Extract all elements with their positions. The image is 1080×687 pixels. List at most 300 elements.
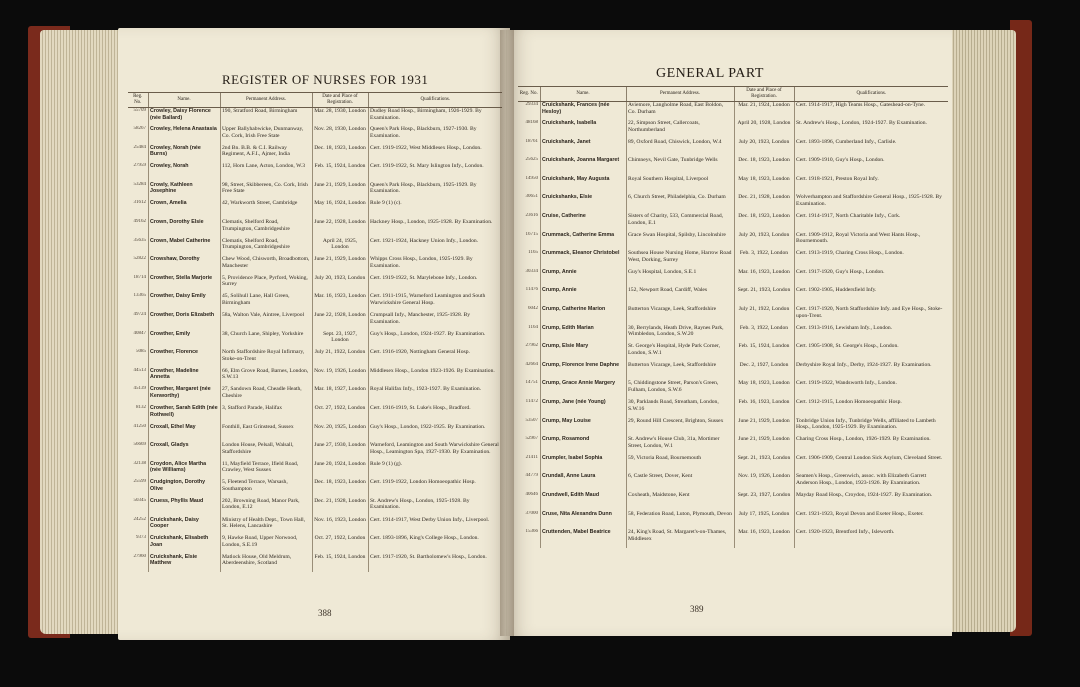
cell-reg-no: 23616 [525,213,538,219]
left-running-head: REGISTER OF NURSES FOR 1931 [222,72,429,87]
cell-registration-date: Feb. 15, 1924, London [312,163,368,182]
cell-nurse-name: Crowther, Madeline Annetta [148,368,220,387]
cell-nurse-name: Crump, Annie [540,287,626,306]
right-header-row [518,87,948,102]
cell-address: Sisters of Charity, 533, Commercial Road, London, E.1 [626,213,734,232]
right-table-body [518,102,948,548]
cell-nurse-name: Croxall, Ethel May [148,424,220,443]
cell-registration-date: June 27, 1930, London [312,442,368,461]
cell-registration-date: Sept. 21, 1923, London [734,287,794,306]
cell-qualifications: Cert. 1920-1923, Brentford Infy., Isleworth. [794,529,948,548]
table-row [518,492,948,511]
table-row [518,269,948,288]
cell-registration-date: May 16, 1924, London [312,200,368,219]
table-row [128,424,502,443]
cell-registration-date: Nov. 19, 1926, London [734,473,794,492]
cell-qualifications: Cert. 1912-1915, London Homoeopathic Hosp. [794,399,948,418]
cell-nurse-name: Crowther, Margaret (née Kenworthy) [148,386,220,405]
cell-registration-date: April 24, 1925, London [312,238,368,257]
cell-nurse-name: Crown, Mabel Catherine [148,238,220,257]
cell-nurse-name: Crump, May Louise [540,418,626,437]
cell-registration-date: Nov. 19, 1926, London [312,368,368,387]
cell-address: 2nd Bn. B.B. & C.I. Railway Regiment, A.F.I., Ajmer, India [220,145,312,164]
table-row [518,473,948,492]
cell-nurse-name: Cruickshank, Frances (née Hesloy) [540,102,626,121]
cell-qualifications: Guy's Hosp., London, 1924-1927. By Examination. [368,331,502,350]
table-row [128,219,502,238]
table-row [518,194,948,213]
table-row [128,386,502,405]
cell-nurse-name: Cruickshank, Janet [540,139,626,158]
right-page-number: 389 [690,604,704,614]
table-row [128,405,502,424]
cell-registration-date: Dec. 21, 1928, London [312,498,368,517]
cell-nurse-name: Cruickshank, Elisabeth Joan [148,535,220,554]
cell-registration-date: Mar. 16, 1923, London [734,269,794,288]
cell-nurse-name: Crowther, Daisy Emily [148,293,220,312]
cell-reg-no: 42664 [525,361,538,367]
table-row [518,232,948,251]
cell-reg-no: 24252 [133,516,146,522]
table-row [128,126,502,145]
cell-address: 152, Newport Road, Cardiff, Wales [626,287,734,306]
cell-nurse-name: Crowther, Stella Marjorie [148,275,220,294]
left-page-number: 388 [318,608,332,618]
cell-reg-no: 21411 [525,454,538,460]
cell-address: 30, Parklands Road, Streatham, London, S.W.16 [626,399,734,418]
table-row [518,176,948,195]
cell-address: 112, Horn Lane, Acton, London, W.3 [220,163,312,182]
cell-qualifications: Cert. 1905-1908, St. George's Hosp., London. [794,343,948,362]
cell-reg-no: 31612 [133,200,146,206]
cell-qualifications: Cert. 1919-1922, West Middlesex Hosp., London. [368,145,502,164]
cell-address: 6, Castle Street, Dover, Kent [626,473,734,492]
cell-registration-date: Nov. 28, 1930, London [312,126,368,145]
cell-registration-date: Dec. 18, 1923, London [312,479,368,498]
cell-reg-no: 53284 [133,181,146,187]
cell-nurse-name: Crowther, Emily [148,331,220,350]
cell-nurse-name: Cruttenden, Mabel Beatrice [540,529,626,548]
cell-nurse-name: Crowley, Norah (née Burns) [148,145,220,164]
cell-reg-no: 52822 [133,256,146,262]
cell-registration-date: Mar. 21, 1924, London [734,102,794,121]
table-row [518,139,948,158]
cell-address: 45, Solihull Lane, Hall Green, Birmingham [220,293,312,312]
cell-nurse-name: Crummack, Eleanor Christobel [540,250,626,269]
cell-nurse-name: Crump, Grace Annie Margery [540,380,626,399]
cell-qualifications: Cert. 1919-1922, St. Marylebone Infy., London. [368,275,502,294]
cell-reg-no: 35635 [133,237,146,243]
table-row [518,436,948,455]
cell-address: Chew Wood, Chisworth, Broadbottom, Manchester [220,256,312,275]
cell-registration-date: Mar. 16, 1923, London [312,293,368,312]
cell-reg-no: 9373 [136,535,146,541]
left-page [118,28,510,640]
table-row [128,368,502,387]
table-row [518,157,948,176]
cell-reg-no: 6042 [528,306,538,312]
cell-qualifications: Cert. 1913-1919, Charing Cross Hosp., London. [794,250,948,269]
cell-registration-date: Sept. 23, 1927, London [312,331,368,350]
left-register-table [128,92,502,572]
cell-qualifications: Cert. 1906-1909, Central London Sick Asylum, Cleveland Street. [794,455,948,474]
cell-nurse-name: Cruess, Phyllis Maud [148,498,220,517]
cell-registration-date: July 20, 1923, London [734,232,794,251]
cell-registration-date: June 21, 1929, London [734,436,794,455]
cell-registration-date: Dec. 2, 1927, London [734,362,794,381]
cell-qualifications: Cert. 1909-1912, Royal Victoria and West Hants Hosp., Bournemouth. [794,232,948,251]
cell-reg-no: 45139 [133,386,146,392]
cell-nurse-name: Crowther, Doris Elizabeth [148,312,220,331]
cell-address: 89, Oxford Road, Chiswick, London, W.4 [626,139,734,158]
cell-address: Guy's Hospital, London, S.E.1 [626,269,734,288]
cell-qualifications: Queen's Park Hosp., Blackburn, 1925-1929. By Examination. [368,182,502,201]
cell-registration-date: Dec. 18, 1923, London [312,145,368,164]
table-row [518,287,948,306]
cell-qualifications: Dudley Road Hosp., Birmingham, 1926-1929. By Examination. [368,108,502,127]
cell-qualifications: Rule 9 (1) (c). [368,200,502,219]
cell-address: 24, King's Road, St. Margaret's-on-Thames, Middlesex [626,529,734,548]
cell-reg-no: 14950 [525,175,538,181]
cell-address: 98, Street, Skibbereen, Co. Cork, Irish Free State [220,182,312,201]
cell-qualifications: Cert. 1921-1924, Hackney Union Infy., London. [368,238,502,257]
cell-nurse-name: Crump, Catherine Marion [540,306,626,325]
cell-qualifications: Queen's Park Hosp., Blackburn, 1927-1930. By Examination. [368,126,502,145]
cell-reg-no: 53507 [525,417,538,423]
cell-registration-date: Feb. 15, 1924, London [734,343,794,362]
column-header-qualifications: Qualifications. [794,87,948,102]
cell-nurse-name: Cruickshank, Isabella [540,120,626,139]
table-row [518,250,948,269]
cell-registration-date: Mar. 18, 1927, London [312,386,368,405]
table-row [128,108,502,127]
cell-registration-date: June 21, 1929, London [312,256,368,275]
cell-reg-no: 14751 [525,380,538,386]
cell-qualifications: Cert. 1917-1920, Guy's Hosp., London. [794,269,948,288]
cell-address: 190, Stratford Road, Birmingham [220,108,312,127]
cell-registration-date: July 20, 1923, London [312,275,368,294]
cell-registration-date: July 17, 1925, London [734,511,794,530]
cell-qualifications: Cert. 1914-1917, West Derby Union Infy., Liverpool. [368,517,502,536]
cell-qualifications: Wolverhampton and Staffordshire General Hosp., 1925-1928. By Examination. [794,194,948,213]
cell-reg-no: 18761 [525,138,538,144]
cell-reg-no: 16715 [525,231,538,237]
cell-qualifications: Whipps Cross Hosp., London, 1925-1929. By Examination. [368,256,502,275]
cell-reg-no: 56669 [133,442,146,448]
cell-reg-no: 44779 [525,473,538,479]
cell-address: 58, Federation Road, Luton, Plymouth, Devon [626,511,734,530]
cell-address: 5, Providence Place, Pyrford, Woking, Surrey [220,275,312,294]
cell-qualifications: Cert. 1911-1915, Warneford Leamington and South Warwickshire General Hosp. [368,293,502,312]
cell-address: Matlock House, Old Meldrum, Aberdeenshire, Scotland [220,554,312,573]
cell-qualifications: Royal Halifax Infy., 1923-1927. By Examination. [368,386,502,405]
cell-reg-no: 50345 [133,497,146,503]
cell-address: 22, Simpson Street, Callercoats, Northumberland [626,120,734,139]
table-row [518,213,948,232]
cell-reg-no: 52967 [525,436,538,442]
table-row [128,331,502,350]
cell-address: 5, Fleetend Terrace, Warsash, Southampton [220,479,312,498]
cell-registration-date: April 20, 1928, London [734,120,794,139]
cell-address: Coxheath, Maidstone, Kent [626,492,734,511]
cell-address: 42, Warkworth Street, Cambridge [220,200,312,219]
cell-qualifications: Rule 9 (1) (g). [368,461,502,480]
cell-nurse-name: Crump, Florence Irene Daphne [540,362,626,381]
table-row [518,362,948,381]
cell-qualifications: Hackney Hosp., London, 1925-1928. By Examination. [368,219,502,238]
table-row [128,275,502,294]
table-row [518,418,948,437]
cell-qualifications: Cert. 1914-1917, North Charitable Infy., Cork. [794,213,948,232]
cell-registration-date: Feb. 3, 1922, London [734,250,794,269]
cell-qualifications: Crumpsall Infy., Manchester, 1925-1928. By Examination. [368,312,502,331]
cell-reg-no: 1164 [528,324,538,330]
cell-address: Clematis, Shelford Road, Trumpington, Cambridgeshire [220,238,312,257]
table-row [128,442,502,461]
cell-qualifications: St. Andrew's Hosp., London, 1925-1928. By Examination. [368,498,502,517]
cell-reg-no: 25484 [133,144,146,150]
cell-nurse-name: Cruickshank, May Augusta [540,176,626,195]
cell-qualifications: Warneford, Leamington and South Warwickshire General Hosp., Leamington Spa, 1927-1930. By Examination. [368,442,502,461]
cell-reg-no: 27960 [133,553,146,559]
table-row [128,535,502,554]
cell-nurse-name: Croydon, Alice Martha (née Williams) [148,461,220,480]
cell-address: Royal Southern Hospital, Liverpool [626,176,734,195]
cell-address: 59, Victoria Road, Bournemouth [626,455,734,474]
cell-nurse-name: Crump, Jane (née Young) [540,399,626,418]
table-row [518,511,948,530]
cell-reg-no: 29334 [525,102,538,107]
cell-nurse-name: Crump, Annie [540,269,626,288]
cell-qualifications: Cert. 1893-1896, Cumberland Infy., Carlisle. [794,139,948,158]
cell-nurse-name: Crump, Edith Marian [540,325,626,344]
cell-reg-no: 8132 [136,405,146,410]
column-header-address: Permanent Address. [626,87,734,102]
cell-address: 58a, Walton Vale, Aintree, Liverpool [220,312,312,331]
cell-registration-date: Feb. 16, 1923, London [734,399,794,418]
cell-nurse-name: Crowly, Kathleen Josephine [148,182,220,201]
table-row [128,200,502,219]
column-header-registration-date: Date and Place of Registration. [312,93,368,108]
cell-registration-date: Nov. 20, 1925, London [312,424,368,443]
cell-nurse-name: Crudgington, Dorothy Olive [148,479,220,498]
cell-address: Clematis, Shelford Road, Trumpington, Cambridgeshire [220,219,312,238]
cell-registration-date: June 21, 1929, London [734,418,794,437]
cell-reg-no: 30334 [525,268,538,274]
table-row [128,163,502,182]
table-row [128,461,502,480]
cell-nurse-name: Crowther, Sarah Edith (née Rothwell) [148,405,220,424]
cell-reg-no: 48168 [525,120,538,126]
cell-reg-no: 5085 [136,349,146,355]
cell-address: Grace Swan Hospital, Spilsby, Lincolnshire [626,232,734,251]
cell-reg-no: 27962 [525,343,538,349]
cell-nurse-name: Crowley, Daisy Florence (née Ballard) [148,108,220,127]
cell-qualifications: Cert. 1913-1916, Lewisham Infy., London. [794,325,948,344]
table-row [128,554,502,573]
cell-qualifications: Cert. 1893-1896, King's College Hosp., London. [368,535,502,554]
cell-reg-no: 27959 [133,163,146,169]
cell-qualifications: Cert. 1917-1920, St. Bartholomew's Hosp., London. [368,554,502,573]
table-row [128,517,502,536]
cell-qualifications: Cert. 1919-1922, Wandsworth Infy., London. [794,380,948,399]
cell-address: North Staffordshire Royal Infirmary, Stoke-on-Trent [220,349,312,368]
page-edges-right [948,30,1016,632]
cell-reg-no: 1165 [528,250,538,256]
cell-nurse-name: Crowley, Norah [148,163,220,182]
table-row [518,343,948,362]
cell-registration-date: Dec. 18, 1923, London [734,213,794,232]
cell-qualifications: Cert. 1916-1920, Nottingham General Hosp. [368,349,502,368]
cell-registration-date: July 21, 1922, London [312,349,368,368]
cell-qualifications: Guy's Hosp., London, 1922-1925. By Examination. [368,424,502,443]
cell-registration-date: May 18, 1923, London [734,176,794,195]
cell-reg-no: 49162 [133,219,146,225]
table-row [128,256,502,275]
cell-address: St. Andrew's House Club, 31a, Mortimer Street, London, W.1 [626,436,734,455]
table-row [518,325,948,344]
cell-address: Upper Ballyhabwicke, Dunmanway, Co. Cork, Irish Free State [220,126,312,145]
cell-qualifications: Cert. 1918-1921, Preston Royal Infy. [794,176,948,195]
table-row [518,455,948,474]
book-gutter [500,30,514,636]
cell-registration-date: Dec. 21, 1928, London [734,194,794,213]
left-header-row [128,93,502,108]
cell-qualifications: Tonbridge Union Infy., Tunbridge Wells, affiliated to Lambeth Hosp., London, 1925-1929. By Examination. [794,418,948,437]
cell-reg-no: 11472 [525,399,538,404]
cell-qualifications: Cert. 1919-1922, London Homoeopathic Hosp. [368,479,502,498]
cell-reg-no: 37000 [525,510,538,516]
left-table-body [128,108,502,573]
cell-nurse-name: Crowther, Florence [148,349,220,368]
cell-registration-date: Mar. 16, 1923, London [734,529,794,548]
cell-registration-date: Nov. 16, 1923, London [312,517,368,536]
cell-nurse-name: Crowley, Helena Anastasia [148,126,220,145]
cell-registration-date: Feb. 3, 1922, London [734,325,794,344]
cell-registration-date: Sept. 21, 1923, London [734,455,794,474]
cell-reg-no: 55709 [133,108,146,113]
cell-address: Ministry of Health Dept., Town Hall, St. Helens, Lancashire [220,517,312,536]
table-row [128,182,502,201]
column-header-reg-no: Reg. No. [518,87,540,102]
table-row [128,238,502,257]
right-page [506,30,952,636]
cell-address: 3, Stafford Parade, Halifax [220,405,312,424]
cell-nurse-name: Cruickshank, Daisy Cooper [148,517,220,536]
cell-registration-date: June 22, 1928, London [312,312,368,331]
cell-nurse-name: Cruickshank, Elsie Matthew [148,554,220,573]
column-header-nurse-name: Name. [540,87,626,102]
cell-address: 38, Church Lane, Shipley, Yorkshire [220,331,312,350]
cell-reg-no: 25599 [133,479,146,485]
cell-registration-date: Oct. 27, 1922, London [312,535,368,554]
cell-nurse-name: Crown, Dorothy Elsie [148,219,220,238]
table-row [518,380,948,399]
cell-nurse-name: Crumpler, Isabel Sophia [540,455,626,474]
cell-reg-no: 32138 [133,460,146,466]
cell-qualifications: Middlesex Hosp., London 1923-1926. By Examination. [368,368,502,387]
table-row [518,306,948,325]
right-running-head: GENERAL PART [656,66,764,81]
cell-qualifications: St. Andrew's Hosp., London, 1924-1927. By Examination. [794,120,948,139]
table-row [518,529,948,548]
cell-address: Southsea House Nursing Home, Harrow Road West, Dorking, Surrey [626,250,734,269]
cell-reg-no: 40847 [133,330,146,336]
cell-reg-no: 18714 [133,274,146,280]
cell-registration-date: Sept. 23, 1927, London [734,492,794,511]
table-row [128,145,502,164]
cell-address: Butterton Vicarage, Leek, Staffordshire [626,362,734,381]
cell-address: Fonthill, East Grinstead, Sussex [220,424,312,443]
cell-nurse-name: Crowshaw, Dorothy [148,256,220,275]
table-row [518,399,948,418]
cell-nurse-name: Cruise, Catherine [540,213,626,232]
cell-qualifications: Cert. 1914-1917, High Teams Hosp., Gateshead-on-Tyne. [794,102,948,121]
cell-nurse-name: Crundall, Anne Laura [540,473,626,492]
cell-address: 9, Hawke Road, Upper Norwood, London, S.E.19 [220,535,312,554]
cell-reg-no: 41250 [133,423,146,429]
cell-qualifications: Cert. 1916-1919, St. Luke's Hosp., Bradford. [368,405,502,424]
column-header-qualifications: Qualifications. [368,93,502,108]
table-row [128,312,502,331]
cell-address: 11, Mayfield Terrace, Ifield Road, Crawley, West Sussex [220,461,312,480]
cell-reg-no: 25625 [525,157,538,163]
cell-qualifications: Mayday Road Hosp., Croydon, 1924-1927. By Examination. [794,492,948,511]
cell-registration-date: June 20, 1924, London [312,461,368,480]
cell-qualifications: Cert. 1917-1920, North Staffordshire Infy. and Eye Hosp., Stoke-upon-Trent. [794,306,948,325]
cell-address: 5, Chiddingstone Street, Parson's Green, Fulham, London, S.W.6 [626,380,734,399]
table-row [128,293,502,312]
cell-registration-date: July 20, 1923, London [734,139,794,158]
cell-nurse-name: Crump, Elsie Mary [540,343,626,362]
cell-qualifications: Seamen's Hosp., Greenwich, assoc. with Elizabeth Garrett Anderson Hosp., London, 1923-1926. By Examination. [794,473,948,492]
cell-address: 6, Church Street, Philadelphia, Co. Durham [626,194,734,213]
cell-reg-no: 40646 [525,491,538,497]
table-row [518,102,948,121]
cell-nurse-name: Cruickshanks, Elsie [540,194,626,213]
cell-nurse-name: Cruickshank, Joanna Margaret [540,157,626,176]
cell-reg-no: 11476 [525,287,538,293]
cell-nurse-name: Crummack, Catherine Emma [540,232,626,251]
table-row [128,479,502,498]
cell-reg-no: 49724 [133,312,146,318]
cell-registration-date: Feb. 15, 1924, London [312,554,368,573]
cell-registration-date: Dec. 18, 1923, London [734,157,794,176]
cell-nurse-name: Croxall, Gladys [148,442,220,461]
cell-qualifications: Cert. 1921-1923, Royal Devon and Exeter Hosp., Exeter. [794,511,948,530]
cell-registration-date: June 21, 1929, London [312,182,368,201]
cell-nurse-name: Cruse, Nita Alexandra Dunn [540,511,626,530]
cell-address: 202, Browning Road, Manor Park, London, E.12 [220,498,312,517]
cell-address: 30, Berrylands, Heath Drive, Raynes Park, Wimbledon, London, S.W.20 [626,325,734,344]
cell-registration-date: Oct. 27, 1922, London [312,405,368,424]
cell-address: Aviemore, Langholme Road, East Boldon, Co. Durham [626,102,734,121]
column-header-reg-no: Reg. No. [128,93,148,108]
cell-registration-date: Mar. 28, 1930, London [312,108,368,127]
cell-reg-no: 58267 [133,126,146,132]
cell-address: 27, Sandown Road, Cheadle Heath, Cheshire [220,386,312,405]
cell-address: London House, Pelsall, Walsall, Staffordshire [220,442,312,461]
column-header-registration-date: Date and Place of Registration. [734,87,794,102]
cell-reg-no: 44513 [133,367,146,373]
column-header-nurse-name: Name. [148,93,220,108]
right-register-table [518,86,948,548]
cell-reg-no: 15366 [525,529,538,535]
cell-address: Chimneys, Nevil Gate, Tunbridge Wells [626,157,734,176]
cell-address: 29, Round Hill Crescent, Brighton, Sussex [626,418,734,437]
cell-qualifications: Cert. 1919-1922, St. Mary Islington Infy., London. [368,163,502,182]
cell-nurse-name: Crump, Rosamond [540,436,626,455]
